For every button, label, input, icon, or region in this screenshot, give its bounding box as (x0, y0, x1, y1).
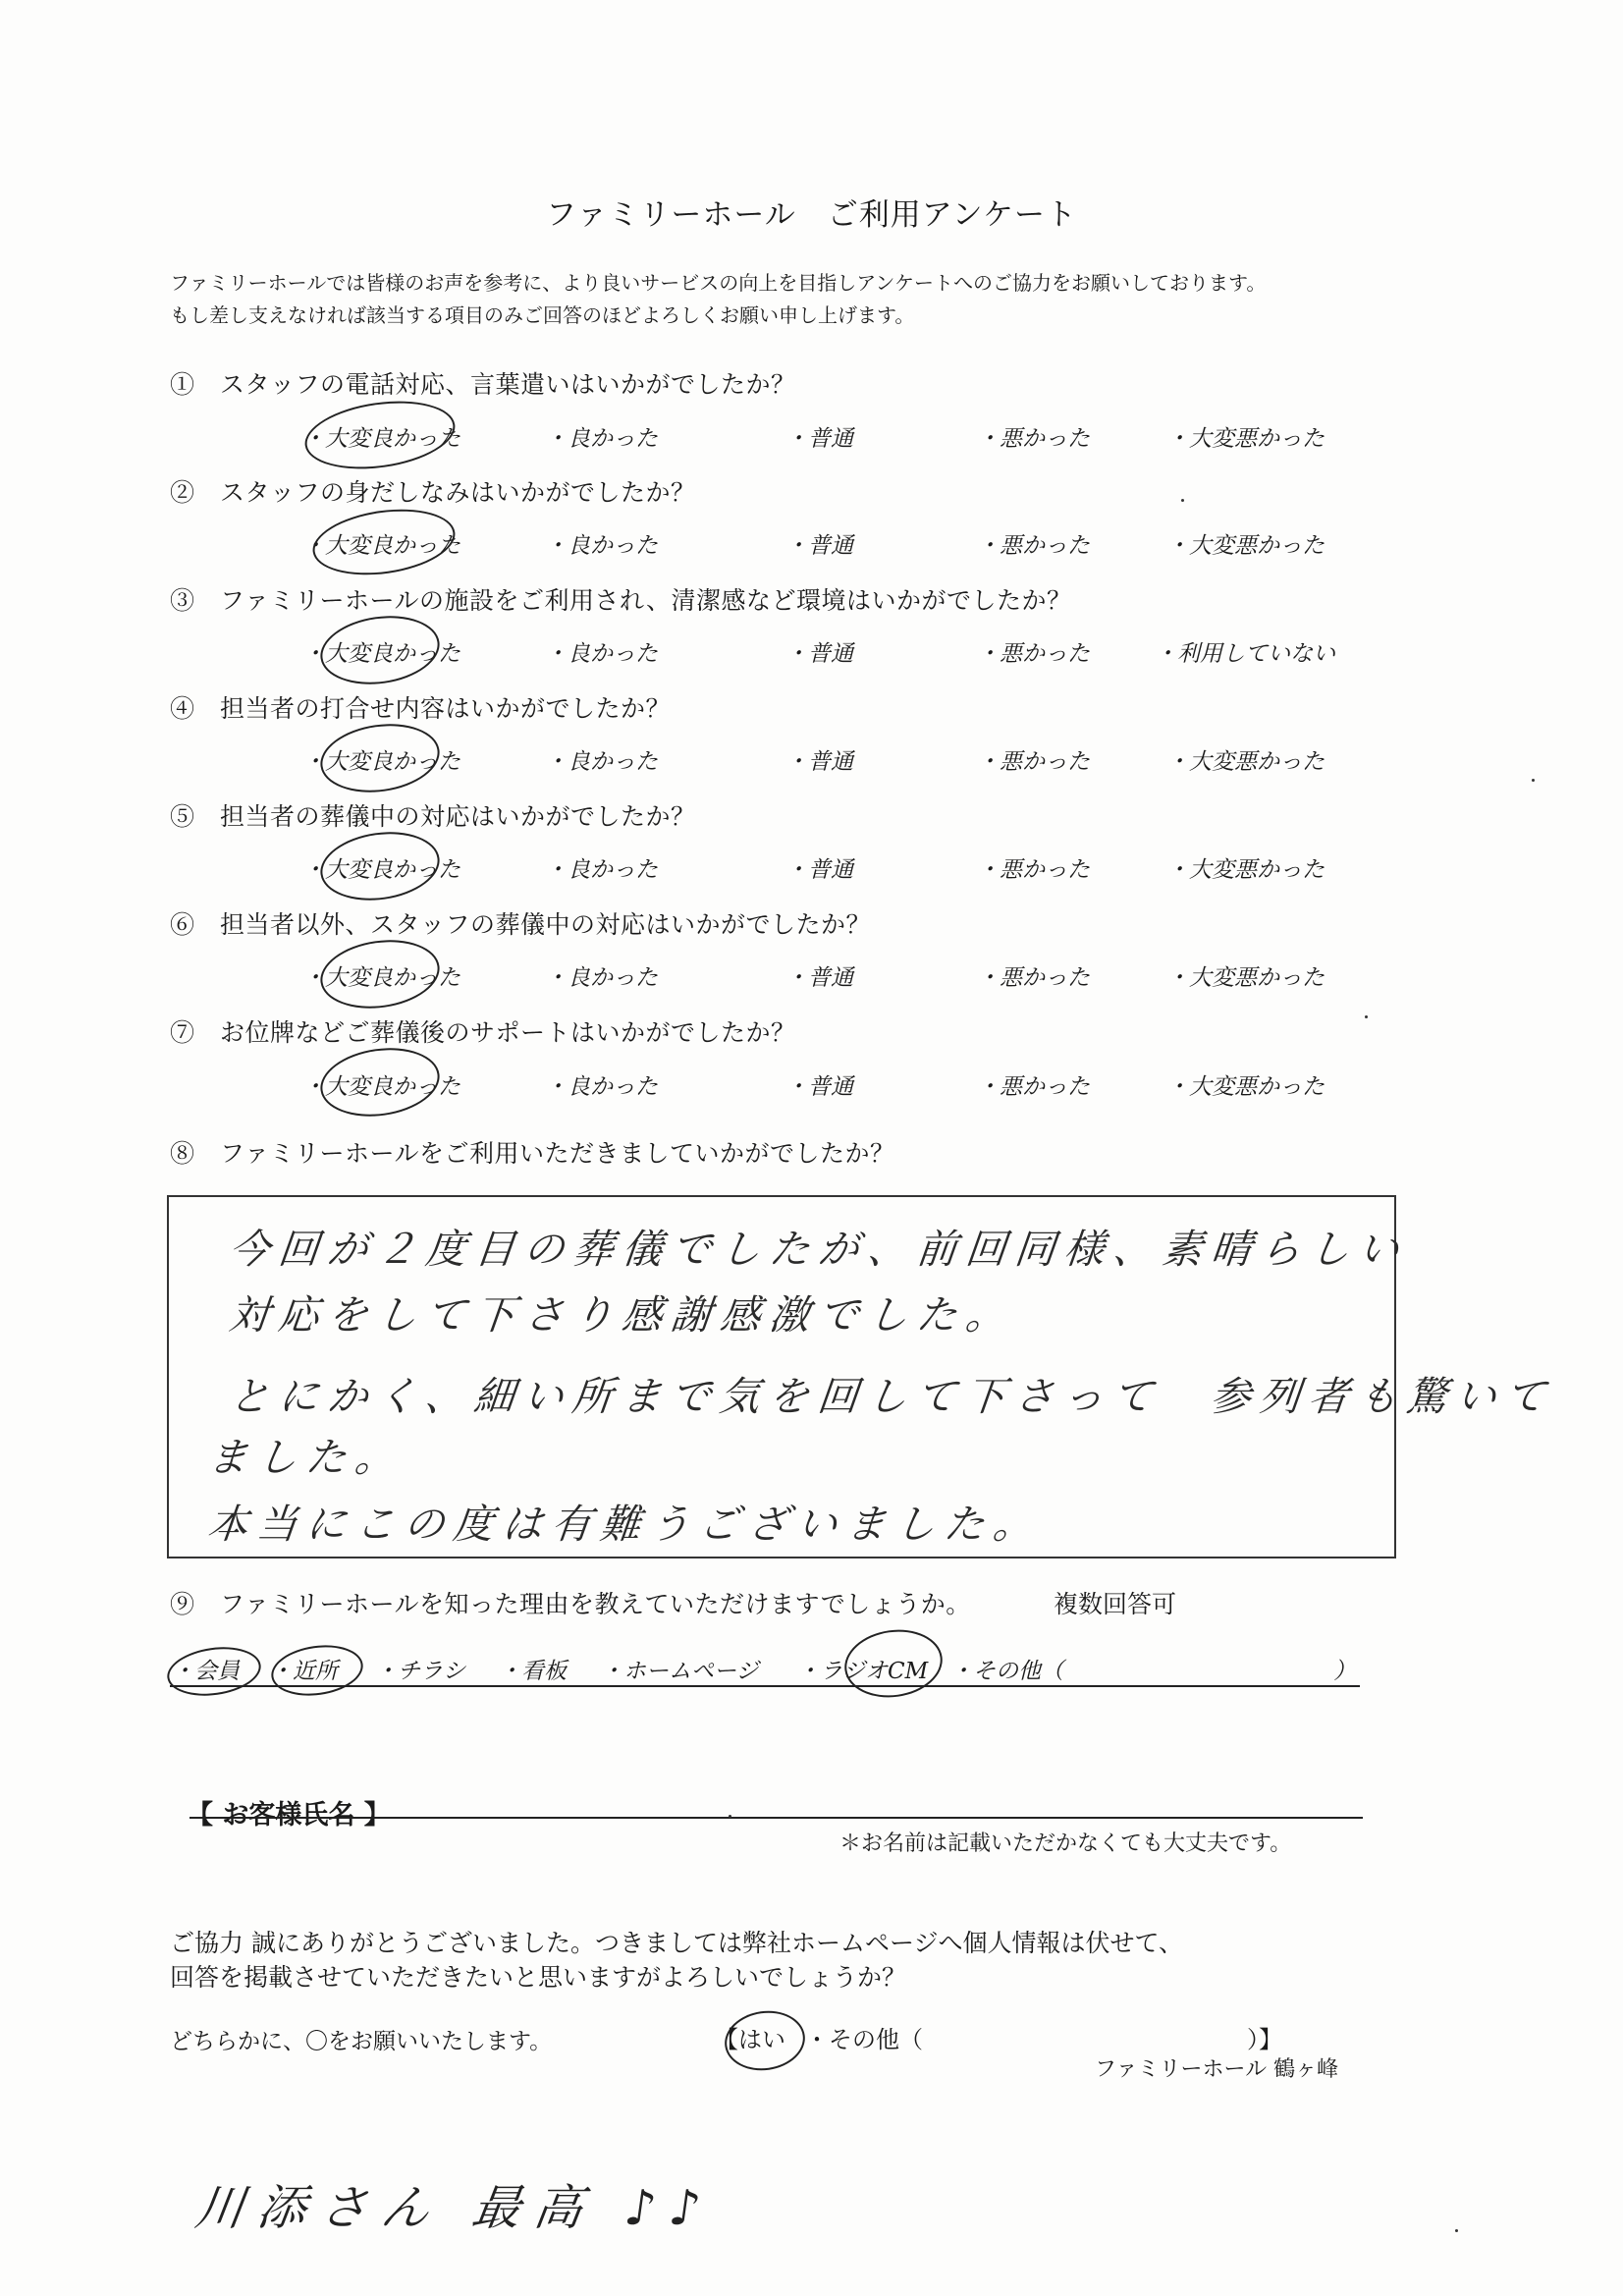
q9-radio-cm-circle (840, 1623, 947, 1703)
q9-member-circle (164, 1642, 264, 1702)
q2-option-bad[interactable]: ・悪かった (977, 533, 1090, 559)
q9-option-neighborhood[interactable]: ・近所 (270, 1659, 338, 1684)
q3-option-not-used[interactable]: ・利用していない (1155, 641, 1335, 667)
closing-line-2: 回答を掲載させていただきたいと思いますがよろしいでしょうか？ (170, 1963, 907, 1992)
consent-yes[interactable]: 【はい (715, 2026, 785, 2053)
question-1: ① スタッフの電話対応、言葉遣いはいかがでしたか？ (170, 370, 796, 399)
q7-selection-circle (316, 1041, 444, 1123)
q8-answer-line-4: ました。 (205, 1434, 407, 1481)
form-title: ファミリーホール ご利用アンケート (546, 197, 1077, 233)
q7-option-good[interactable]: ・良かった (545, 1074, 658, 1100)
question-9: ⑨ ファミリーホールを知った理由を教えていただけますでしょうか。 (170, 1590, 971, 1618)
q2-option-good[interactable]: ・良かった (545, 533, 658, 559)
handwritten-note: 川添さん 最高 ♪♪ (191, 2180, 719, 2236)
q9-option-homepage[interactable]: ・ホームページ (601, 1659, 759, 1684)
q6-option-normal[interactable]: ・普通 (785, 965, 853, 991)
question-2: ② スタッフの身だしなみはいかがでしたか？ (170, 478, 696, 507)
question-5: ⑤ 担当者の葬儀中の対応はいかがでしたか？ (170, 802, 696, 831)
q6-option-very-good[interactable]: ・大変良かった (302, 965, 460, 991)
q4-option-bad[interactable]: ・悪かった (977, 749, 1090, 775)
question-8: ⑧ ファミリーホールをご利用いただきましていかがでしたか？ (170, 1139, 895, 1168)
q9-option-flyer[interactable]: ・チラシ (375, 1659, 465, 1684)
q4-option-normal[interactable]: ・普通 (785, 749, 853, 775)
q6-option-bad[interactable]: ・悪かった (977, 965, 1090, 991)
q8-answer-box[interactable] (167, 1195, 1557, 1558)
q5-option-very-bad[interactable]: ・大変悪かった (1166, 857, 1325, 883)
q1-option-good[interactable]: ・良かった (545, 426, 658, 452)
q7-option-bad[interactable]: ・悪かった (977, 1074, 1090, 1100)
q9-neighborhood-circle (268, 1640, 366, 1702)
circle-prompt: どちらかに、〇をお願いいたします。 (170, 2029, 553, 2054)
q9-multiple-answer-note: 複数回答可 (1054, 1590, 1177, 1618)
q6-selection-circle (316, 933, 444, 1015)
q6-option-very-bad[interactable]: ・大変悪かった (1166, 965, 1325, 991)
q2-option-very-bad[interactable]: ・大変悪かった (1166, 533, 1325, 559)
q9-option-other-close: ） (1333, 1659, 1356, 1684)
branch-name: ファミリーホール 鶴ヶ峰 (1095, 2057, 1339, 2082)
question-4: ④ 担当者の打合せ内容はいかがでしたか？ (170, 694, 672, 723)
question-6: ⑥ 担当者以外、スタッフの葬儀中の対応はいかがでしたか？ (170, 910, 872, 939)
q8-answer-line-3: とにかく、細い所まで気を回して下さって 参列者も驚いて (227, 1373, 1557, 1420)
name-optional-note: ＊お名前は記載いただかなくても大丈夫です。 (839, 1831, 1292, 1856)
q5-selection-circle (316, 825, 444, 907)
q4-selection-circle (316, 717, 444, 799)
closing-line-1: ご協力 誠にありがとうございました。つきましては弊社ホームページへ個人情報は伏せて、 (170, 1929, 1183, 1957)
scan-speck (1532, 779, 1535, 782)
q1-option-very-bad[interactable]: ・大変悪かった (1166, 426, 1325, 452)
question-3: ③ ファミリーホールの施設をご利用され、清潔感など環境はいかがでしたか？ (170, 586, 1072, 615)
q3-selection-circle (316, 609, 444, 691)
q9-answer-underline (170, 1685, 1360, 1687)
consent-other-close: ）】 (1247, 2026, 1282, 2053)
q3-option-normal[interactable]: ・普通 (785, 641, 853, 667)
q1-option-normal[interactable]: ・普通 (785, 426, 853, 452)
customer-name-line[interactable] (189, 1817, 1363, 1819)
q7-option-very-good[interactable]: ・大変良かった (302, 1074, 460, 1100)
q8-answer-line-1: 今回が２度目の葬儀でしたが、前回同様、素晴らしい (227, 1226, 1411, 1273)
q2-option-very-good[interactable]: ・大変良かった (302, 533, 460, 559)
q4-option-good[interactable]: ・良かった (545, 749, 658, 775)
q5-option-bad[interactable]: ・悪かった (977, 857, 1090, 883)
q5-option-very-good[interactable]: ・大変良かった (302, 857, 460, 883)
q6-option-good[interactable]: ・良かった (545, 965, 658, 991)
q1-option-very-good[interactable]: ・大変良かった (302, 426, 460, 452)
q9-option-member[interactable]: ・会員 (172, 1659, 240, 1684)
scan-speck (1365, 1015, 1368, 1018)
consent-other[interactable]: ・その他（ (805, 2026, 923, 2053)
q7-option-very-bad[interactable]: ・大変悪かった (1166, 1074, 1325, 1100)
q1-option-bad[interactable]: ・悪かった (977, 426, 1090, 452)
question-7: ⑦ お位牌などご葬儀後のサポートはいかがでしたか？ (170, 1018, 796, 1047)
consent-yes-circle (721, 2006, 809, 2076)
q9-option-other[interactable]: ・その他（ (950, 1659, 1063, 1684)
q2-selection-circle (308, 501, 459, 583)
q9-option-radio-cm[interactable]: ・ラジオCM (797, 1659, 929, 1684)
q5-option-good[interactable]: ・良かった (545, 857, 658, 883)
q2-option-normal[interactable]: ・普通 (785, 533, 853, 559)
scan-speck (1455, 2229, 1458, 2232)
q4-option-very-bad[interactable]: ・大変悪かった (1166, 749, 1325, 775)
q5-option-normal[interactable]: ・普通 (785, 857, 853, 883)
q3-option-bad[interactable]: ・悪かった (977, 641, 1090, 667)
q8-answer-line-2: 対応をして下さり感謝感激でした。 (227, 1291, 1018, 1339)
scan-speck (1181, 499, 1184, 502)
intro-line-1: ファミリーホールでは皆様のお声を参考に、より良いサービスの向上を目指しアンケートへのご協力をお願いしております。 (170, 271, 1267, 295)
q3-option-good[interactable]: ・良かった (545, 641, 658, 667)
q7-option-normal[interactable]: ・普通 (785, 1074, 853, 1100)
scan-speck (729, 1815, 731, 1818)
intro-line-2: もし差し支えなければ該当する項目のみご回答のほどよろしくお願い申し上げます。 (170, 303, 915, 327)
q1-selection-circle (300, 393, 460, 478)
q8-answer-line-5: 本当にこの度は有難うございました。 (205, 1501, 1046, 1548)
customer-name-label: 【 お客様氏名 】 (187, 1800, 391, 1831)
q3-option-very-good[interactable]: ・大変良かった (302, 641, 460, 667)
q4-option-very-good[interactable]: ・大変良かった (302, 749, 460, 775)
q9-option-signboard[interactable]: ・看板 (499, 1659, 567, 1684)
